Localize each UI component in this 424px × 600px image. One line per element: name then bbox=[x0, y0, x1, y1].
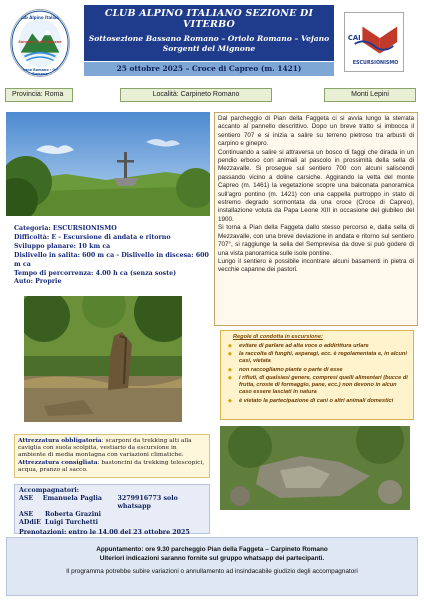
page-title: CLUB ALPINO ITALIANO SEZIONE DI VITERBO bbox=[104, 8, 314, 30]
tree-stump-photo bbox=[24, 296, 182, 422]
mountain-group-label: Monti Lepini bbox=[324, 88, 416, 102]
contact-name: Emanuela Paglia bbox=[42, 495, 102, 502]
equipment-box bbox=[14, 434, 210, 478]
excursion-details bbox=[14, 225, 214, 289]
logo-middle-text: Sorgenti del Mignone bbox=[18, 40, 62, 44]
booking-deadline: Prenotazioni: entro le 14.00 del 23 ottobre 2025 bbox=[19, 529, 190, 536]
rule-item: ◆ è vietato la partecipazione di cani o altri animali domestici bbox=[225, 398, 409, 405]
contact-name: Roberta Grazini bbox=[45, 511, 102, 518]
detail-distance: Sviluppo planare: 10 km ca bbox=[14, 242, 111, 250]
logo-bottom-text: Bassano Romano - Oriolo Romano bbox=[16, 68, 64, 76]
cai-logo-icon bbox=[345, 13, 403, 71]
contact-row bbox=[19, 519, 205, 527]
logo-escursionismo-label: ESCURSIONISMO bbox=[352, 61, 399, 67]
detail-elevation: Dislivello in salita: 600 m ca - Dislivello in discesa: 600 m ca bbox=[14, 251, 209, 268]
contact-role: ADdiE bbox=[19, 519, 41, 526]
route-description bbox=[214, 112, 418, 326]
rule-item: ◆ i rifiuti, di qualsiasi genere, compresi quelli alimentari (bucce di frutta, croste di formaggio, pane, ecc.) non devono in alcun caso essere lasciati in natura bbox=[225, 375, 409, 396]
mandatory-gear-label: Attrezzatura obbligatoria bbox=[18, 437, 102, 444]
contact-phone: 3279916773 solo whatsapp bbox=[117, 495, 178, 510]
contacts-box bbox=[14, 484, 210, 534]
description-paragraph: Si torna a Pian della Faggeta dallo stesso percorso e, dalla sella di Mezzavalle, con una breve deviazione in andata e ritorno sul sentiero 707°, si raggiunge la sella del Semprevisa da dove si può godere di una vista panoramica sulle isole pontine. bbox=[218, 224, 414, 257]
advised-gear-text: : bastoncini da trekking telescopici, acqua, pranzo al sacco. bbox=[18, 460, 205, 474]
title-banner bbox=[84, 5, 334, 61]
rules-list bbox=[225, 343, 409, 405]
rule-item: ◆ non raccogliamo piante o parte di esse bbox=[225, 367, 409, 374]
contact-row bbox=[19, 495, 205, 511]
appointment-line: Appuntamento: ore 9.30 parcheggio Pian della Faggeta – Carpineto Romano bbox=[96, 546, 328, 553]
mandatory-gear-text: : scarponi da trekking alti alla caviglia con suola scolpita, vestiario da escursione in ambiente di media montagna con variazioni climatiche. bbox=[18, 438, 192, 459]
logo-cai-label: CAI bbox=[347, 34, 361, 43]
page-header bbox=[0, 0, 424, 84]
rules-title: Regole di condotta in escursione: bbox=[233, 334, 323, 340]
disclaimer: Il programma potrebbe subire variazioni o annullamento ad insindacabile giudizio degli accompagnatori bbox=[66, 568, 358, 575]
rules-box bbox=[220, 330, 414, 420]
contact-role: ASE bbox=[19, 511, 34, 518]
contacts-title: Accompagnatori: bbox=[19, 487, 80, 494]
detail-transport: Auto: Proprie bbox=[14, 278, 62, 286]
description-paragraph: Continuando a salire si attraversa un bosco di faggi che dirada in un pendio erboso con animali al pascolo in prossimità della sella di Mezzavalle. Si prosegue sul sentiero 700 con alcuni saliscendi passando vicino a doline carsiche. Aggirando la vetta del monte Capreo (m. 1461) la vegetazione scopre una balconata panoramica sull'agro pontino (m. 1421) con una cappella purtroppo in stato di estremo degrado sormontata da una croce (Croce di Capreo), installazione voluta da Papa Leone XIII in occasione del giubileo del 1900. bbox=[218, 148, 414, 223]
advised-gear-label: Attrezzatura consigliata bbox=[18, 459, 98, 467]
description-paragraph: Dal parcheggio di Pian della Faggeta ci si avvia lungo la sterrata accanto al pannello descrittivo. Dopo un breve tratto si imbocca il sentiero 707 e si inizia a salire su terreno pietroso tra arbusti di carpino e ginepro. bbox=[218, 115, 414, 148]
description-paragraph: Lungo il sentiero è possibile incontrare alcuni basamenti in pietra di vecchie capanne dei pastori. bbox=[218, 257, 414, 274]
provincia-label: Provincia: Roma bbox=[5, 88, 73, 102]
cai-escursionismo-logo bbox=[344, 12, 404, 72]
rule-item: ◆ evitare di parlare ad alta voce o addirittura urlare bbox=[225, 343, 409, 350]
event-date-title: 25 ottobre 2025 – Croce di Capreo (m. 1421) bbox=[84, 62, 334, 76]
subtitle-line2: Sorgenti del Mignone bbox=[162, 44, 256, 53]
section-logo bbox=[10, 9, 70, 77]
detail-time: Tempo di percorrenza: 4.00 h ca (senza soste) bbox=[14, 269, 177, 277]
detail-difficulty: Difficoltà: E - Escursione di andata e ritorno bbox=[14, 233, 171, 241]
contact-row bbox=[19, 511, 205, 519]
rule-item: ◆ la raccolta di funghi, asparagi, ecc. è regolamentata e, in alcuni casi, vietata bbox=[225, 351, 409, 365]
subtitle-line1: Sottosezione Bassano Romano – Oriolo Romano – Vejano bbox=[88, 34, 330, 43]
appointment-box bbox=[6, 537, 418, 596]
localita-label: Località: Carpineto Romano bbox=[120, 88, 272, 102]
detail-category: Categoria: ESCURSIONISMO bbox=[14, 225, 117, 232]
contact-name: Luigi Turchetti bbox=[45, 519, 99, 526]
whatsapp-note: Ulteriori indicazioni saranno fornite sul gruppo whatsapp dei partecipanti. bbox=[99, 555, 325, 562]
summit-cross-photo bbox=[6, 112, 210, 216]
contact-role: ASE bbox=[19, 495, 34, 502]
stone-ruins-photo bbox=[220, 426, 410, 510]
logo-top-text: Club Alpino Italiano bbox=[17, 15, 63, 20]
